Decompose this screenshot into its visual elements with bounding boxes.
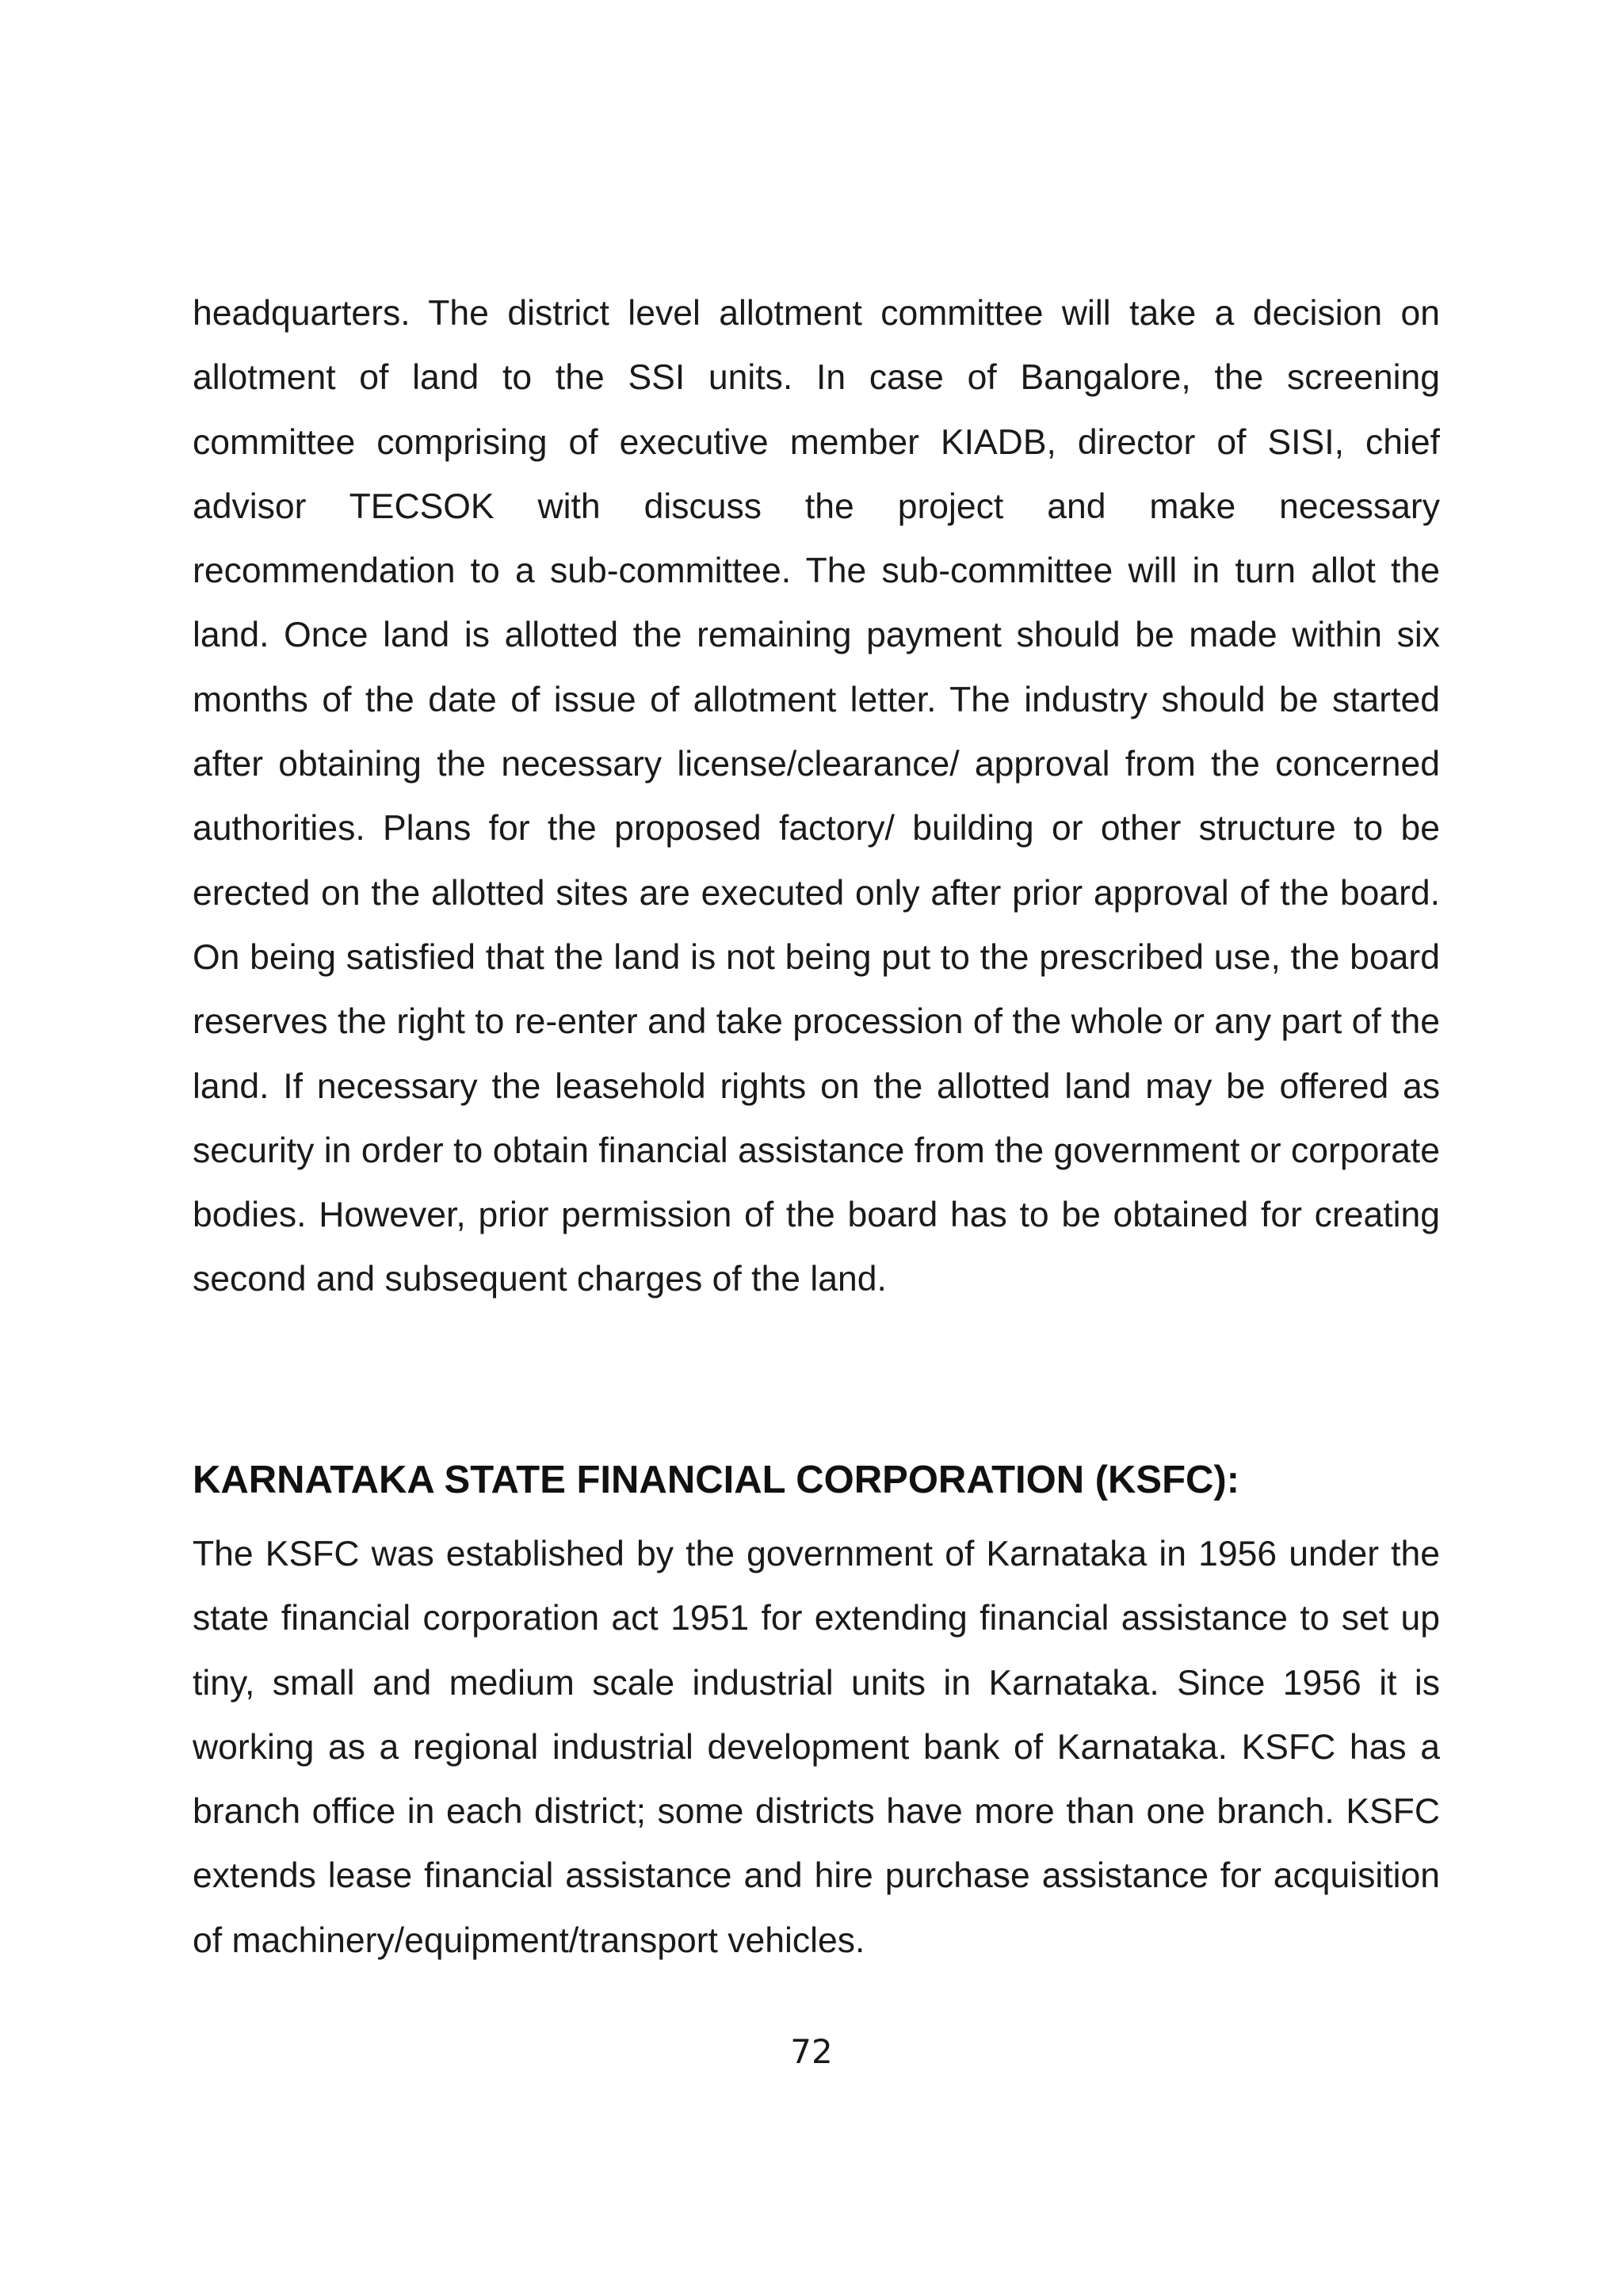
section-heading-ksfc: KARNATAKA STATE FINANCIAL CORPORATION (KSFC): <box>193 1459 1240 1501</box>
body-paragraph-allotment: headquarters. The district level allotment committee will take a decision on allotment of land to the SSI units. In case of Bangalore, the screening committee comprising of executive member KIADB, director of SISI, chief advisor TECSOK with discuss the project and make necessary recommendation to a sub-committee. The sub-committee will in turn allot the land. Once land is allotted the remaining payment should be made within six months of the date of issue of allotment letter. The industry should be started after obtaining the necessary license/clearance/ approval from the concerned authorities. Plans for the proposed factory/ building or other structure to be erected on the allotted sites are executed only after prior approval of the board. On being satisfied that the land is not being put to the prescribed use, the board reserves the right to re-enter and take procession of the whole or any part of the land. If necessary the leasehold rights on the allotted land may be offered as security in order to obtain financial assistance from the government or corporate bodies. However, prior permission of the board has to be obtained for creating second and subsequent charges of the land. <box>193 294 1440 1299</box>
page-number: 72 <box>790 2032 833 2071</box>
body-paragraph-ksfc: The KSFC was established by the government of Karnataka in 1956 under the state financial corporation act 1951 for extending financial assistance to set up tiny, small and medium scale industrial units in Karnataka. Since 1956 it is working as a regional industrial development bank of Karnataka. KSFC has a branch office in each district; some districts have more than one branch. KSFC extends lease financial assistance and hire purchase assistance for acquisition of machinery/equipment/transport vehicles. <box>193 1535 1440 1960</box>
